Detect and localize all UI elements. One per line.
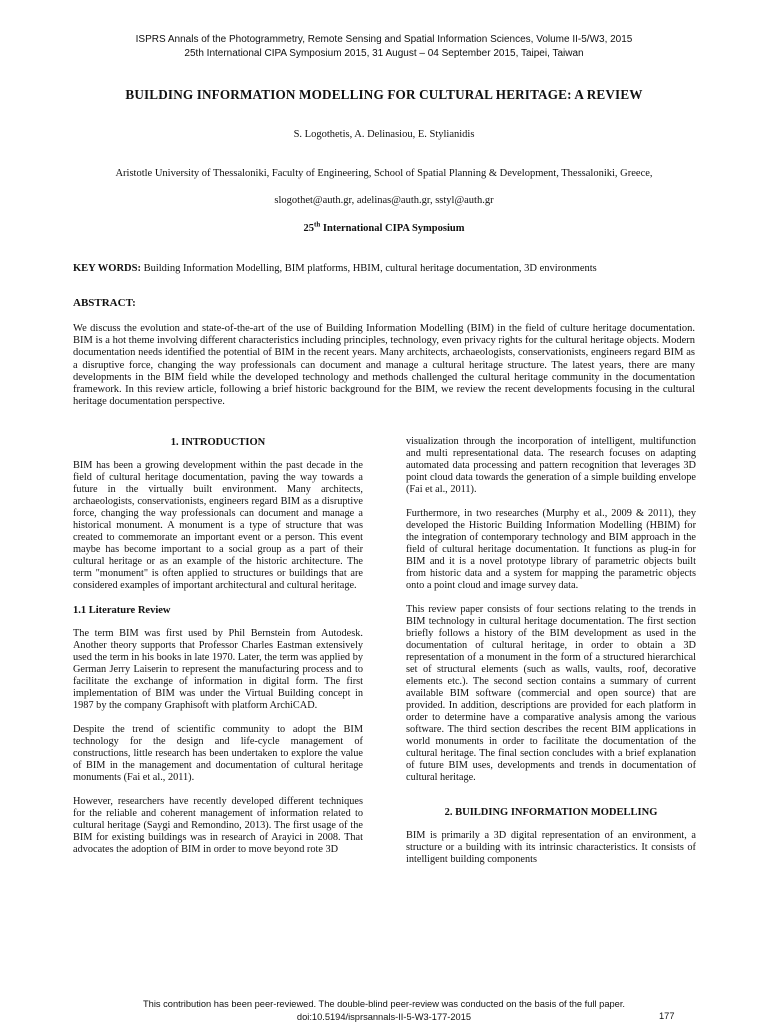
keywords (73, 262, 703, 275)
introduction-heading: 1. INTRODUCTION (170, 437, 266, 448)
footer-peer-review: This contribution has been peer-reviewed. The double-blind peer-review was conducted on the basis of the full paper. (142, 999, 625, 1009)
keywords-text: Building Information Modelling, BIM platforms, HBIM, cultural heritage documentation, 3D environments (140, 263, 597, 274)
abstract-heading: ABSTRACT: (73, 297, 136, 309)
symposium-number: 25 (303, 223, 315, 234)
introduction-paragraph: BIM has been a growing development within the past decade in the field of cultural heritage documentation, paving the way towards a future in the virtually built environment. Many architects, archaeologists, conservationists, engineers regard BIM as a disruptive force, changing the way professionals can document and manage a historical monument. A monument is a type of structure that was created to commemorate an important event or a person. This event maybe has become important to a social group as a part of their cultural heritage or as an example of the historic architecture. The term "monument" is often applied to structures or buildings that are considered examples of important architectural and cultural heritage. (73, 460, 363, 591)
literature-paragraph-3: However, researchers have recently developed different techniques for the reliable and coherent management of information related to cultural heritage (Saygi and Remondino, 2013). The first usage of the BIM for existing buildings was in research of Arayici in 2008. That advocates the adoption of BIM in order to move beyond rote 3D (73, 796, 363, 855)
abstract-text: We discuss the evolution and state-of-the-art of the use of Building Information Modelling (BIM) in the field of culture heritage documentation. BIM is a hot theme involving different characteristics including principles, technology, even privacy rights for the cultural heritage objects. Modern documentation needs identified the potential of BIM in the recent years. Many architects, archaeologists, conservationists, engineers regard BIM as a disruptive force, changing the way professionals can document and manage a cultural heritage structure. The latest years, there are many developments in the BIM field while the developed technology and methods challenged the cultural heritage community in the documentation framework. In this review article, following a brief historic background for the BIM, we review the recent developments focusing in the cultural heritage documentation perspective. (73, 323, 695, 408)
literature-paragraph-1: The term BIM was first used by Phil Bernstein from Autodesk. Another theory supports that Professor Charles Eastman extensively used the term in his books in late 1970. Later, the term was applied by German Jerry Laiserin to represent the manufacturing process and to facilitate the exchange of information in digital form. The first implementation of BIM was under the Virtual Building concept in 1987 by the company Graphisoft with platform ArchiCAD. (73, 628, 363, 711)
symposium-ordinal: th (314, 220, 321, 229)
journal-header-line1: ISPRS Annals of the Photogrammetry, Remote Sensing and Spatial Information Sciences, Volume II-5/W3, 2015 (135, 34, 633, 45)
authors: S. Logothetis, A. Delinasiou, E. Stylianidis (293, 129, 475, 140)
literature-paragraph-2: Despite the trend of scientific community to adopt the BIM technology for the design and life-cycle management of constructions, little research has been undertaken to explore the value of BIM in the management and documentation of cultural heritage monuments (Fai et al., 2011). (73, 724, 363, 783)
keywords-label: KEY WORDS: (73, 263, 141, 274)
paper-title: BUILDING INFORMATION MODELLING FOR CULTURAL HERITAGE: A REVIEW (125, 87, 643, 102)
journal-header-line2: 25th International CIPA Symposium 2015, 31 August – 04 September 2015, Taipei, Taiwan (184, 48, 584, 59)
left-column (73, 436, 363, 868)
bim-section-heading: 2. BUILDING INFORMATION MODELLING (444, 807, 658, 818)
affiliation: Aristotle University of Thessaloniki, Faculty of Engineering, School of Spatial Planning & Development, Thessaloniki, Greece, (115, 168, 653, 179)
page-number: 177 (659, 1011, 675, 1021)
right-paragraph-2: Furthermore, in two researches (Murphy et al., 2009 & 2011), they developed the Historic Building Information Modelling (HBIM) for the integration of contemporary technology and BIM approach in the field of cultural heritage documentation. It functions as plug-in for BIM and it is a novel prototype library of parametric objects built from historic data and a system for mapping the parametric objects onto a point cloud and image survey data. (406, 508, 696, 591)
literature-review-heading: 1.1 Literature Review (73, 605, 171, 616)
right-paragraph-1: visualization through the incorporation of intelligent, multifunction and multi representational data. The research focuses on adapting automated data processing and pattern recognition that leverages 3D point cloud data towards the generation of a simple building envelope (Fai et al., 2011). (406, 436, 696, 495)
footer-doi: doi:10.5194/isprsannals-II-5-W3-177-2015 (296, 1012, 472, 1022)
author-emails: slogothet@auth.gr, adelinas@auth.gr, sstyl@auth.gr (274, 195, 494, 206)
symposium-name: International CIPA Symposium (320, 223, 465, 234)
bim-paragraph: BIM is primarily a 3D digital representation of an environment, a structure or a building with its intrinsic characteristics. It consists of intelligent building components (406, 830, 696, 865)
right-column (406, 436, 696, 878)
symposium-line (0, 222, 768, 235)
right-paragraph-3: This review paper consists of four sections relating to the trends in BIM technology in cultural heritage documentation. The first section briefly follows a history of the BIM development as used in the documentation of cultural heritage, in order to obtain a 3D representation of a monument in the form of a structured hierarchical set of structural elements (such as walls, vaults, roof, decorative elements etc.). The second section contains a summary of current available BIM software (commercial and open source) that are provided. In addition, descriptions are provided for each platform in order to determine have a comparative analysis among the various software. The third section describes the recent BIM applications in world monuments in order to facilitate the documentation of the cultural heritage. The final section concludes with a brief explanation of future BIM uses, developments and trends in documentation of cultural heritage. (406, 604, 696, 783)
